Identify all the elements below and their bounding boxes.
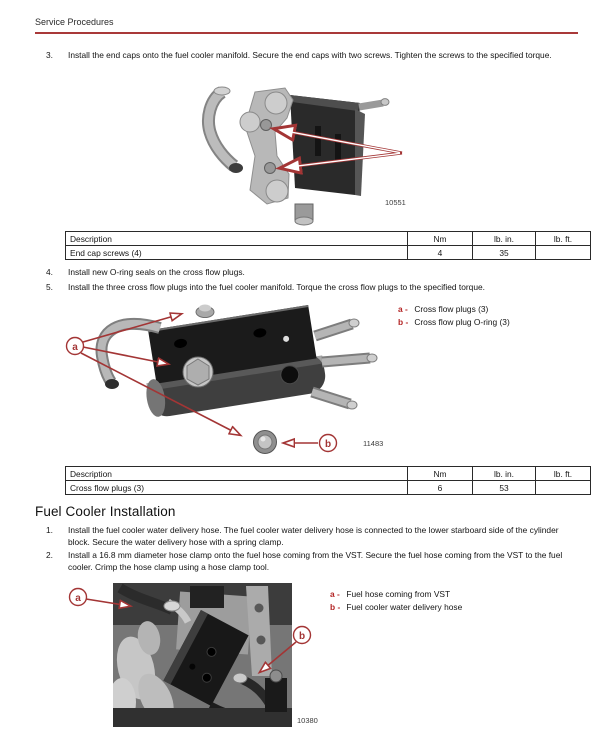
- step-item: [46, 525, 578, 548]
- callout-a-letter: a: [75, 593, 81, 604]
- col-lb-ft: lb. ft.: [536, 467, 591, 481]
- torque-table-end-caps: [65, 231, 591, 260]
- step-item: [46, 282, 578, 294]
- legend-item: [398, 303, 510, 316]
- step-item: [46, 550, 578, 573]
- cell-description: End cap screws (4): [66, 246, 408, 260]
- table-row: [66, 481, 591, 495]
- step-number: 4.: [46, 267, 53, 277]
- cell-lb-ft: [536, 246, 591, 260]
- col-description: Description: [66, 232, 408, 246]
- legend-item: [330, 588, 462, 601]
- step-item: [46, 50, 578, 62]
- step-number: 1.: [46, 525, 53, 535]
- figure-legend: [330, 588, 462, 614]
- torque-table-cross-flow-plugs: [65, 466, 591, 495]
- end-cap-screw: [265, 163, 276, 174]
- cooler-slot: [315, 126, 321, 156]
- cell-nm: 6: [408, 481, 473, 495]
- cooler-slot: [335, 134, 341, 162]
- step-number: 2.: [46, 550, 53, 560]
- pipe-end: [105, 379, 119, 389]
- pipe-end: [229, 163, 243, 173]
- figure-number: 10551: [385, 198, 406, 207]
- legend-label: Cross flow plug O-ring (3): [414, 317, 510, 327]
- figure-number: 10380: [297, 716, 318, 725]
- cooler-body-edge: [355, 109, 365, 196]
- col-lb-in: lb. in.: [473, 232, 536, 246]
- callout-b-letter: b: [298, 631, 306, 642]
- cell-description: Cross flow plugs (3): [66, 481, 408, 495]
- step-text: Install the fuel cooler water delivery hose. The fuel cooler water delivery hose is connected to the lower starboard side of the cylinder block. Secure the water delivery hose with a spring clamp.: [68, 525, 559, 547]
- col-lb-ft: lb. ft.: [536, 232, 591, 246]
- step-item: [46, 267, 578, 279]
- section-heading: Fuel Cooler Installation: [35, 504, 176, 519]
- bracket-boss: [265, 92, 287, 114]
- col-description: Description: [66, 467, 408, 481]
- bracket-boss: [240, 112, 260, 132]
- table-header-row: [66, 232, 591, 246]
- manifold-body: [136, 304, 328, 419]
- cooler-body: [290, 95, 360, 195]
- figure-number: 11483: [363, 439, 384, 448]
- figure-fuel-cooler-installed: [60, 580, 335, 730]
- barb-tip: [381, 99, 389, 106]
- figure-cross-flow-plugs: [60, 298, 395, 460]
- end-cap-illustration: [195, 84, 425, 230]
- step-text: Install a 16.8 mm diameter hose clamp onto the fuel hose coming from the VST. Secure the fuel hose coming from the VST to the fuel cooler. Crimp the hose clamp using a hose clamp tool.: [68, 550, 563, 572]
- legend-label: Fuel cooler water delivery hose: [346, 602, 463, 612]
- cell-lb-in: 53: [473, 481, 536, 495]
- cell-lb-ft: [536, 481, 591, 495]
- legend-label: Cross flow plugs (3): [414, 304, 489, 314]
- top-plug-head: [199, 305, 211, 312]
- legend-key: b -: [330, 602, 341, 612]
- cross-flow-plug-illustration: [60, 298, 395, 460]
- installation-photo: [60, 580, 335, 730]
- legend-item: [398, 316, 510, 329]
- legend-key: a -: [398, 304, 408, 314]
- end-cap-screw: [261, 120, 272, 131]
- col-lb-in: lb. in.: [473, 467, 536, 481]
- figure-legend: [398, 303, 510, 329]
- legend-item: [330, 601, 462, 614]
- cell-nm: 4: [408, 246, 473, 260]
- step-text: Install the end caps onto the fuel cooler manifold. Secure the end caps with two screws. Tighten the screws to the specified torque.: [68, 50, 552, 60]
- legend-key: b -: [398, 317, 409, 327]
- col-nm: Nm: [408, 467, 473, 481]
- step-text: Install the three cross flow plugs into the fuel cooler manifold. Torque the cross flow plugs to the specified torque.: [68, 282, 485, 292]
- header-rule: [35, 32, 578, 34]
- table-header-row: [66, 467, 591, 481]
- callout-a-letter: a: [72, 342, 78, 353]
- bracket-boss: [266, 180, 288, 202]
- legend-key: a -: [330, 589, 340, 599]
- callout-b-letter: b: [324, 439, 332, 450]
- figure-end-caps: [195, 84, 425, 230]
- o-ring-plug: [254, 431, 277, 454]
- pipe-opening: [214, 87, 230, 95]
- step-text: Install new O-ring seals on the cross flow plugs.: [68, 267, 245, 277]
- page-header-title: Service Procedures: [35, 17, 114, 27]
- step-number: 3.: [46, 50, 53, 60]
- table-row: [66, 246, 591, 260]
- bottom-fitting-lip: [295, 217, 313, 225]
- legend-label: Fuel hose coming from VST: [346, 589, 451, 599]
- step-number: 5.: [46, 282, 53, 292]
- callout-b: [284, 435, 337, 452]
- fuel-barb-fitting: [359, 103, 383, 107]
- col-nm: Nm: [408, 232, 473, 246]
- cell-lb-in: 35: [473, 246, 536, 260]
